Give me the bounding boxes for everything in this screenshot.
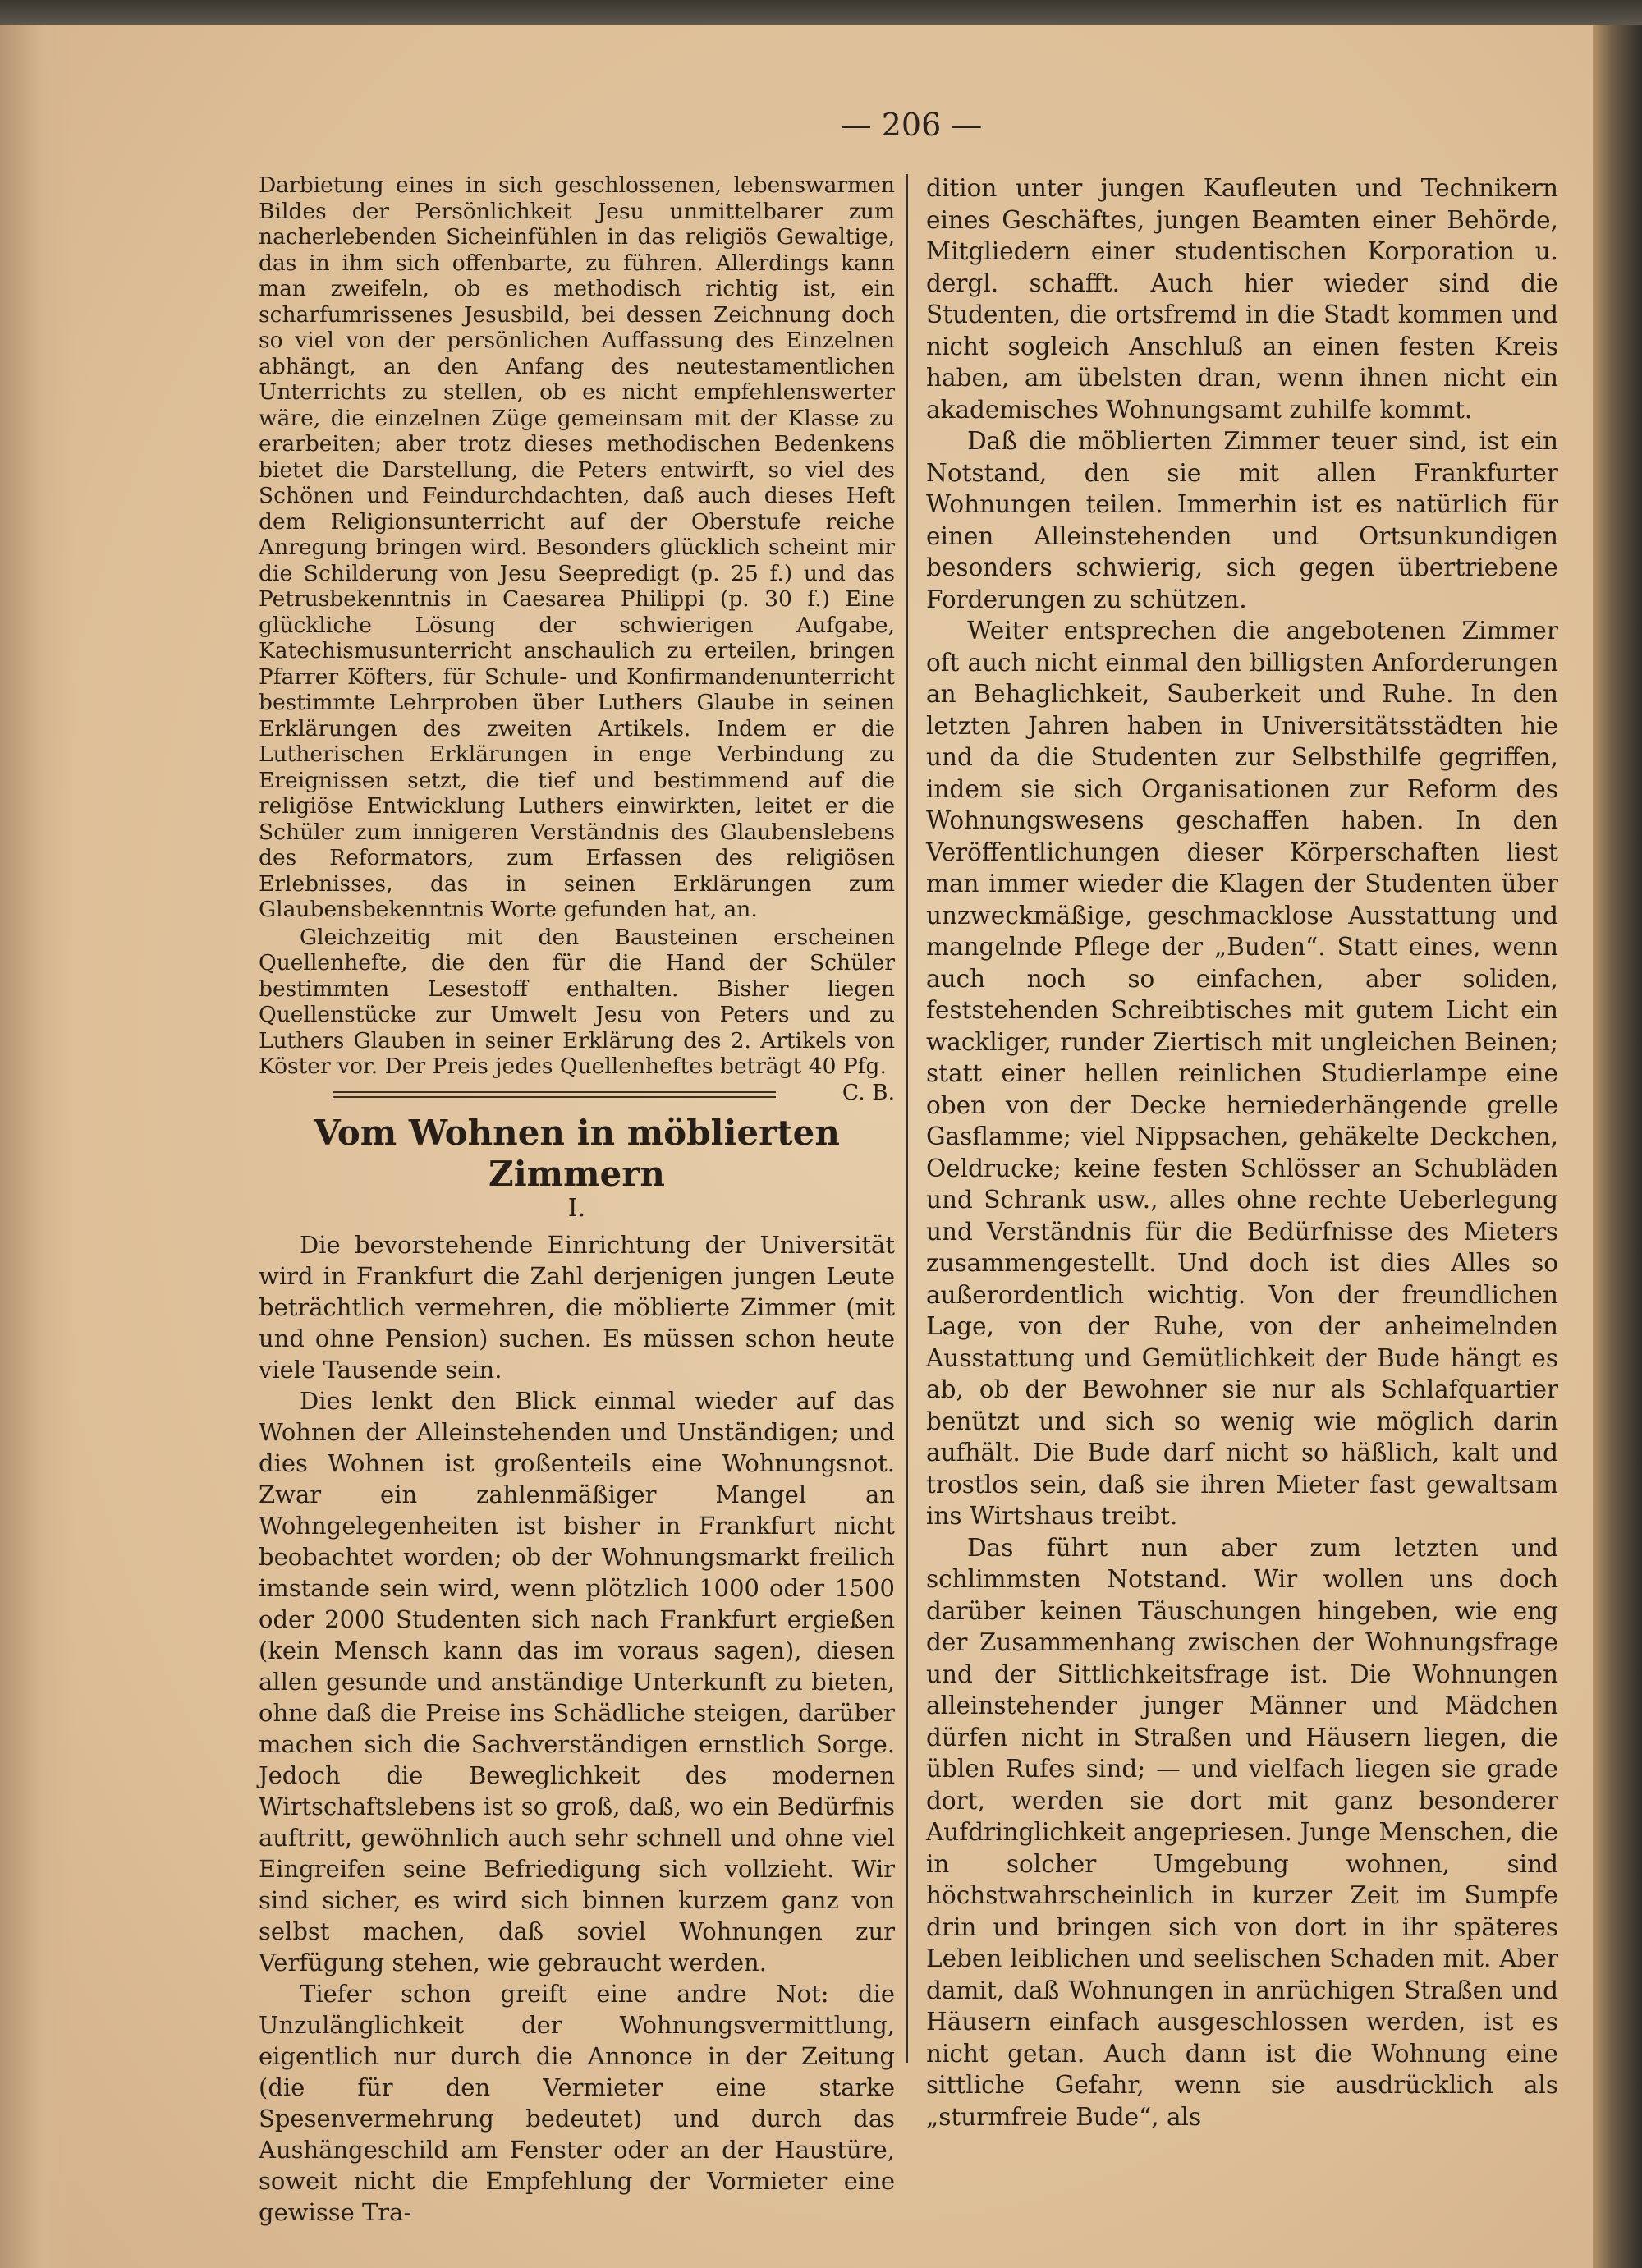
binding-gutter — [1593, 25, 1642, 2268]
page-number: — 206 — — [840, 107, 983, 143]
article-paragraph: dition unter jungen Kaufleuten und Technikern eines Geschäftes, jungen Beamten einer Behörde, Mitgliedern einer studentischen Korporation u. dergl. schafft. Auch hier wieder sind die Studenten, die ortsfremd in die Stadt kommen und nicht sogleich Anschluß an einen festen Kreis haben, am übelsten dran, wenn ihnen nicht ein akademisches Wohnungsamt zuhilfe kommt. — [926, 174, 1558, 424]
right-column — [926, 172, 1558, 2133]
article-paragraph: Weiter entsprechen die angebotenen Zimmer oft auch nicht einmal den billigsten Anforderungen an Behaglichkeit, Sauberkeit und Ruhe. In den letzten Jahren haben in Universitätsstädten hie und da die Studenten zur Selbsthilfe gegriffen, indem sie sich Organisationen zur Reform des Wohnungswesens geschaffen haben. In den Veröffentlichungen dieser Körperschaften liest man immer wieder die Klagen der Studenten über unzweckmäßige, geschmacklose Ausstattung und mangelnde Pflege der „Buden“. Statt eines, wenn auch noch so einfachen, aber soliden, feststehenden Schreibtisches mit gutem Licht ein wackliger, runder Ziertisch mit ungleichen Beinen; statt einer hellen reinlichen Studierlampe eine oben von der Decke herniederhängende grelle Gasflamme; viel Nippsachen, gehäkelte Deckchen, Oeldrucke; keine festen Schlösser an Schubläden und Schrank usw., alles ohne rechte Ueberlegung und Verständnis für die Bedürfnisse des Mieters zusammengestellt. Und doch ist dies Alles so außerordentlich wichtig. Von der freundlichen Lage, von der Ruhe, von der anheimelnden Ausstattung und Gemütlichkeit der Bude hängt es ab, ob der Bewohner sie nur als Schlafquartier benützt und sich so wenig wie möglich darin aufhält. Die Bude darf nicht so häßlich, kalt und trostlos sein, daß sie ihren Mieter fast gewaltsam ins Wirtshaus treibt. — [926, 617, 1558, 1530]
article-title: Vom Wohnen in möblierten Zimmern — [314, 1112, 840, 1194]
article-paragraph: Tiefer schon greift eine andre Not: die Unzulänglichkeit der Wohnungsvermittlung, eigentlich nur durch die Annonce in der Zeitung (die für den Vermieter eine starke Spesenvermehrung bedeutet) und durch das Aushängeschild am Fenster oder an der Haustüre, soweit nicht die Empfehlung der Vormieter eine gewisse Tra- — [259, 1979, 895, 2226]
section-divider — [259, 1090, 895, 1101]
review-paragraph: Darbietung eines in sich geschlossenen, lebenswarmen Bildes der Persönlichkeit Jesu unmittelbarer zum nacherlebenden Sicheinfühlen in das religiös Gewaltige, das in ihm sich offenbarte, zu führen. Allerdings kann man zweifeln, ob es methodisch richtig ist, ein scharfumrissenes Jesusbild, bei dessen Zeichnung doch so viel von der persönlichen Auffassung des Einzelnen abhängt, an den Anfang des neutestamentlichen Unterrichts zu stellen, ob es nicht empfehlenswerter wäre, die einzelnen Züge gemeinsam mit der Klasse zu erarbeiten; aber trotz dieses methodischen Bedenkens bietet die Darstellung, die Peters entwirft, so viel des Schönen und Feindurchdachten, daß auch dieses Heft dem Religionsunterricht auf der Oberstufe reiche Anregung bringen wird. Besonders glücklich scheint mir die Schilderung von Jesu Seepredigt (p. 25 f.) und das Petrusbekenntnis in Caesarea Philippi (p. 30 f.) Eine glückliche Lösung der schwierigen Aufgabe, Katechismusunterricht anschaulich zu erteilen, bringen Pfarrer Köfters, für Schule- und Konfirmandenunterricht bestimmte Lehrproben über Luthers Glaube in seinen Erklärungen des zweiten Artikels. Indem er die Lutherischen Erklärungen in enge Verbindung zu Ereignissen setzt, die tief und bestimmend auf die religiöse Entwicklung Luthers einwirkten, leitet er die Schüler zum innigeren Verständnis des Glaubenslebens des Reformators, zum Erfassen des religiösen Erlebnisses, das in seinen Erklärungen zum Glaubensbekenntnis Worte gefunden hat, an. — [259, 172, 895, 922]
review-paragraph — [259, 924, 895, 1105]
article-paragraph: Die bevorstehende Einrichtung der Universität wird in Frankfurt die Zahl derjenigen jungen Leute beträchtlich vermehren, die möblierte Zimmer (mit und ohne Pension) suchen. Es müssen schon heute viele Tausende sein. — [259, 1230, 895, 1384]
article-paragraph: Daß die möblierten Zimmer teuer sind, ist ein Notstand, den sie mit allen Frankfurter Wohnungen teilen. Immerhin ist es natürlich für einen Alleinstehenden und Ortsunkundigen besonders schwierig, sich gegen übertriebene Forderungen zu schützen. — [926, 427, 1558, 613]
left-column — [259, 172, 895, 2228]
review-signature: C. B. — [842, 1079, 895, 1105]
page-left-shadow — [0, 25, 74, 2268]
review-continuation — [259, 172, 895, 1105]
article-paragraph: Das führt nun aber zum letzten und schlimmsten Notstand. Wir wollen uns doch darüber keinen Täuschungen hingeben, wie eng der Zusammenhang zwischen der Wohnungsfrage und der Sittlichkeitsfrage ist. Die Wohnungen alleinstehender junger Männer und Mädchen dürfen nicht in Straßen und Häusern liegen, die üblen Rufes sind; — und vielfach liegen sie grade dort, werden sie dort mit ganz besonderer Aufdringlichkeit angepriesen. Junge Menschen, die in solcher Umgebung wohnen, sind höchstwahrscheinlich in kurzer Zeit im Sumpfe drin und bringen sich von dort in ihr späteres Leben leiblichen und seelischen Schaden mit. Aber damit, daß Wohnungen in anrüchigen Straßen und Häusern einfach ausgeschlossen werden, ist es nicht getan. Auch dann ist die Wohnung eine sittliche Gefahr, wenn sie ausdrücklich als „sturmfreie Bude“, als — [926, 1533, 1558, 2131]
column-divider — [906, 174, 908, 2063]
article-part-number: I. — [567, 1193, 586, 1223]
article-paragraph: Dies lenkt den Blick einmal wieder auf das Wohnen der Alleinstehenden und Unständigen; und dies Wohnen ist großenteils eine Wohnungsnot. Zwar ein zahlenmäßiger Mangel an Wohngelegenheiten ist bisher in Frankfurt nicht beobachtet worden; ob der Wohnungsmarkt freilich imstande sein wird, wenn plötzlich 1000 oder 1500 oder 2000 Studenten sich nach Frankfurt ergießen (kein Mensch kann das im voraus sagen), diesen allen gesunde und anständige Unterkunft zu bieten, ohne daß die Preise ins Schädliche steigen, darüber machen sich die Sachverständigen ernstlich Sorge. Jedoch die Beweglichkeit des modernen Wirtschaftslebens ist so groß, daß, wo ein Bedürfnis auftritt, gewöhnlich auch sehr schnell und ohne viel Eingreifen seine Befriedigung sich vollzieht. Wir sind sicher, es wird sich binnen kurzem ganz von selbst machen, daß soviel Wohnungen zur Verfügung stehen, wie gebraucht werden. — [259, 1386, 895, 1976]
review-paragraph-text: Gleichzeitig mit den Bausteinen erscheinen Quellenhefte, die den für die Hand der Schüler bestimmten Lesestoff enthalten. Bisher liegen Quellenstücke zur Umwelt Jesu von Peters und zu Luthers Glauben in seiner Erklärung des 2. Artikels von Köster vor. Der Preis jedes Quellenheftes beträgt 40 Pfg. — [259, 924, 895, 1079]
